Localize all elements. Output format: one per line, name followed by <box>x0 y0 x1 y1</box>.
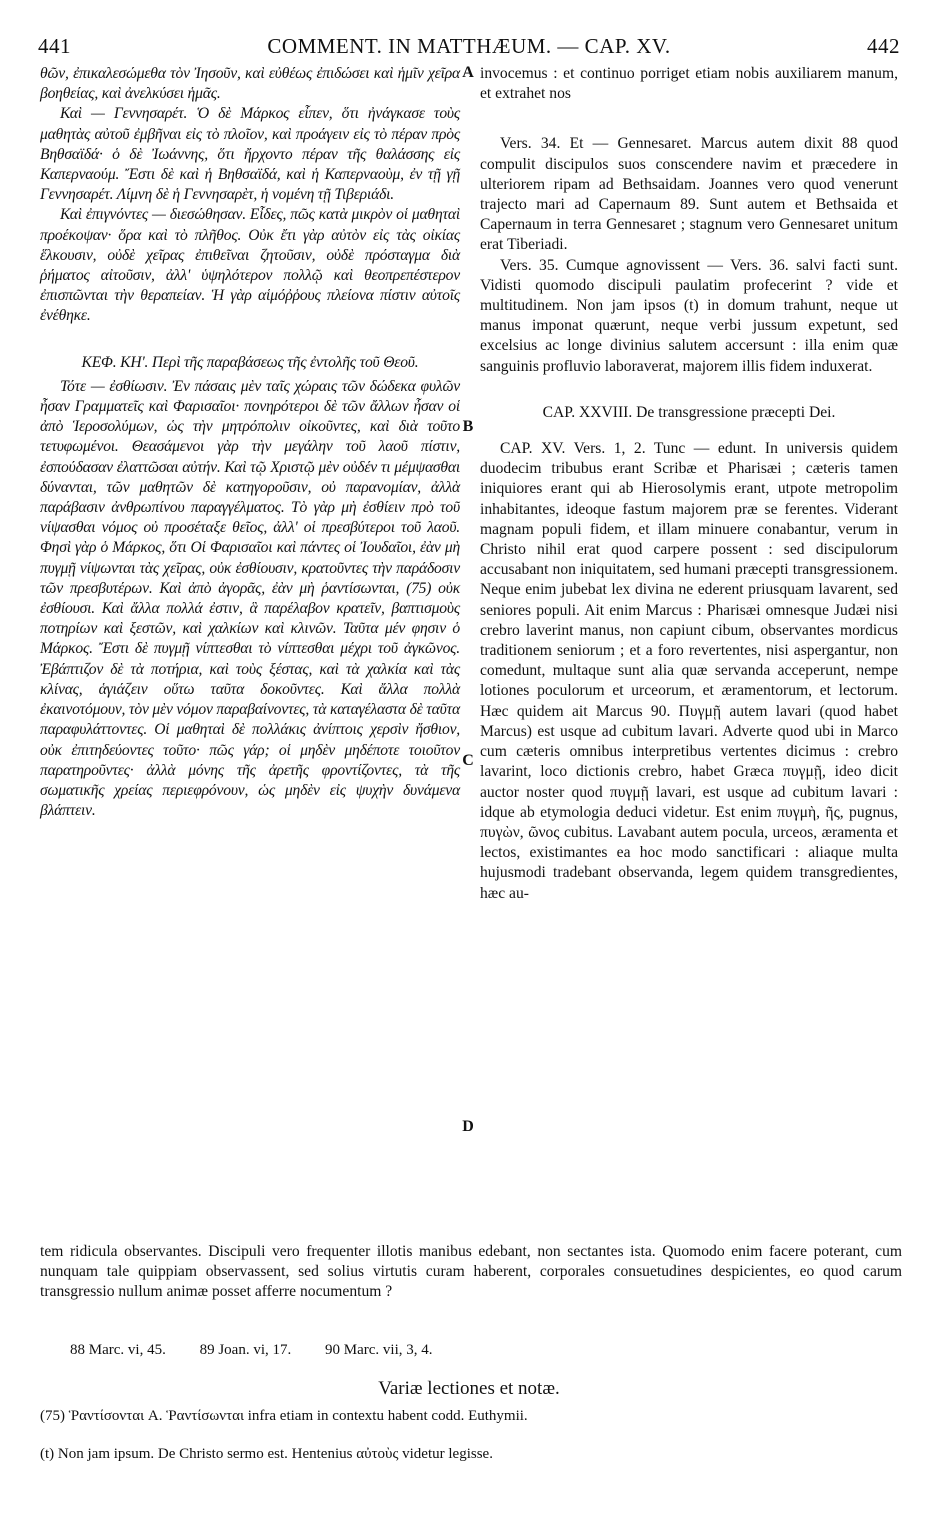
variae-lectiones-heading: Variæ lectiones et notæ. <box>378 1378 560 1399</box>
latin-column <box>480 64 898 904</box>
margin-marker-d: D <box>462 1118 474 1135</box>
latin-continuation: tem ridicula observantes. Discipuli vero frequenter illotis manibus edebant, non sectantes ista. Quomodo enim facere poterant, cum nunquam tale quippiam observassent, sed solius virtutis curam haberent, corporales consuetudines despicientes, eo quod carum transgressio nullum animæ posset afferre nocumentum ? <box>40 1243 902 1301</box>
greek-paragraph-1: θῶν, ἐπικαλεσώμεθα τὸν Ἰησοῦν, καὶ εὐθέως ἐπιδώσει καὶ ἡμῖν χεῖρα βοηθείας, καὶ ἀνελκύσει ἡμᾶς. <box>40 65 460 103</box>
running-title: COMMENT. IN MATTHÆUM. — CAP. XV. <box>267 34 671 58</box>
margin-marker-b: B <box>462 418 474 435</box>
latin-paragraph-3: Vers. 35. Cumque agnovissent — Vers. 36. salvi facti sunt. Vidisti quomodo discipuli paulatim profecerint ? vide et multitudinem. Non jam ipsos (t) in domum trahunt, neque ut manus imponat quærunt, neque verbi jussum expetunt, sed excelsius ac longe divinius salutem accersunt : illa enim quæ sanguinis profluvio laboraverat, majorem illis fidem induxerat. <box>480 256 898 375</box>
variant-note-75: (75) Ῥαντίσονται A. Ῥαντίσωνται infra etiam in contextu habent codd. Euthymii. <box>40 1408 528 1424</box>
margin-marker-a: A <box>462 64 474 81</box>
variant-note-t: (t) Non jam ipsum. De Christo sermo est. Hentenius αὐτοὺς videtur legisse. <box>40 1446 493 1462</box>
footnote-89: 89 Joan. vi, 17. <box>199 1342 292 1358</box>
page-number-left: 441 <box>38 34 71 58</box>
latin-paragraph-2: Vers. 34. Et — Gennesaret. Marcus autem dixit 88 quod compulit discipulos suos conscendere navim et præcedere in ulteriorem ripam ad Bethsaidam. Joannes vero quod venerunt trajecto mari ad Capernaum 89. Sunt autem et Bethsaida et Capernaum in terra Gennesaret ; stagnum vero Gennesaret unitum erat Tiberiadi. <box>480 135 898 254</box>
greek-column <box>40 64 460 821</box>
greek-chapter-heading: ΚΕΦ. ΚΗ'. Περὶ τῆς παραβάσεως τῆς ἐντολῆς τοῦ Θεοῦ. <box>81 353 419 371</box>
page-number-right: 442 <box>867 34 900 58</box>
latin-paragraph-1: invocemus : et continuo porriget etiam nobis auxiliarem manum, et extrahet nos <box>480 65 898 103</box>
greek-paragraph-2: Καὶ — Γεννησαρέτ. Ὁ δὲ Μάρκος εἶπεν, ὅτι ἠνάγκασε τοὺς μαθητὰς αὐτοῦ ἐμβῆναι εἰς τὸ πλοῖον, καὶ προάγειν εἰς τὸ πέραν πρὸς Βηθσαϊδά· ὁ δὲ Ἰωάννης, ὅτι ἤρχοντο πέραν τῆς θαλάσσης εἰς Καπερναούμ. Ἔστι δὲ καὶ ἡ Βηθσαϊδά, καὶ ἡ Καπερναοὺμ, ἐν τῇ γῇ Γεννησαρέτ. Λίμνη δὲ ἡ Γεννησαρὲτ, ἡ νομένη τῇ Τιβεριάδι. <box>40 105 460 204</box>
margin-marker-c: C <box>462 752 474 769</box>
footnote-90: 90 Marc. vii, 3, 4. <box>325 1342 433 1358</box>
greek-paragraph-3: Καὶ ἐπιγνόντες — διεσώθησαν. Εἶδες, πῶς κατὰ μικρὸν οἱ μαθηταὶ προέκοψαν· ὅρα καὶ τὸ πλῆθος. Οὐκ ἔτι γὰρ αὐτὸν εἰς τὰς οἰκίας ἕλκουσιν, οὐδὲ χεῖρας ἐπιθεῖναι ζητοῦσιν, οὐδὲ πρόσταγμα διὰ ῥήματος αἰτοῦσιν, ἀλλ' ὑψηλότερον πολλῷ καὶ θεοπρεπέστερον ἐπισπῶνται τὴν θεραπείαν. Ἡ γὰρ αἱμόῤῥους πλείονα πίστιν αὐτοῖς ἐνέθηκε. <box>40 206 460 325</box>
footnote-88: 88 Marc. vi, 45. <box>70 1342 166 1358</box>
latin-paragraph-4: CAP. XV. Vers. 1, 2. Tunc — edunt. In universis quidem duodecim tribubus erant Scribæ et Pharisæi ; cæteris tamen iniquiores erant qui ab Hierosolymis erant, utpote metropolim inhabitantes, ideoque fastum majorem præ se ferentes. Viderant magnam populi fidem, et illam minuere conabantur, verum in Christo nihil erat quod carpere possent : sed discipulorum accusabant non iniquitatem, sed humani præcepti transgressionem. Neque enim jubebat lex divina ne ederent priusquam lavarent, sed seniores populi. Ait enim Marcus : Pharisæi omnesque Judæi nisi crebro laverint manus, non capiunt cibum, observantes mordicus traditionem seniorum ; et a foro revertentes, nisi aspergantur, non comedunt, multaque sunt alia quæ servanda acceperunt, nempe lotiones poculorum et urceorum, et æramentorum, et lectorum. Hæc quidem ait Marcus 90. Πυγμῇ autem lavari (quod habet Marcus) est usque ad cubitum lavari. Adverte quod ubi in Marco cum cæteris omnibus interpretibus vertentes dicimus : crebro lavarint, loco dictionis crebro, habet Græca πυγμῇ, ideo dicit auctor noster quod πυγμῇ lavari, est usque ad cubitum lavari : idque ab etymologia deduci videtur. Est enim πυγμὴ, ῆς, pugnus, πυγὼν, ῶνος cubitus. Lavabant autem pocula, urceos, æramenta et lectos, existimantes ea hoc modo sanctificari : aliaque multa hujusmodi tradebant observanda, legem quidem transgredientes, hæc au- <box>480 440 898 902</box>
footnotes <box>70 1342 870 1359</box>
latin-chapter-heading: CAP. XXVIII. De transgressione præcepti Dei. <box>542 403 836 421</box>
greek-paragraph-4: Τότε — ἐσθίωσιν. Ἐν πάσαις μὲν ταῖς χώραις τῶν δώδεκα φυλῶν ἦσαν Γραμματεῖς καὶ Φαρισαῖοι· πονηρότεροι δὲ τῶν ἄλλων ἦσαν οἱ ἀπὸ Ἱεροσολύμων, ὡς τὴν μητρόπολιν οἰκοῦντες, καὶ διὰ τοῦτο τετυφωμένοι. Θεασάμενοι γὰρ τὴν μεγάλην τοῦ λαοῦ πίστιν, ἐσπούδασαν ἐλαττῶσαι αὐτήν. Καὶ τῷ Χριστῷ μὲν οὐδέν τι μέμψασθαι δύνανται, τῶν μαθητῶν δὲ κατηγοροῦσιν, οὐ παρανομίαν, ἀλλὰ παράβασιν ἀνθρωπίνου παραγγέλματος. Τὸ γὰρ μὴ ἐσθίειν πρὸ τοῦ νίψασθαι νόμος οὐ προσέταξε θεῖος, ἀλλ' οἱ πρεσβύτεροι τοῦ λαοῦ. Φησὶ γὰρ ὁ Μάρκος, ὅτι Οἱ Φαρισαῖοι καὶ πάντες οἱ Ἰουδαῖοι, ἐὰν μὴ πυγμῇ νίψωνται τὰς χεῖρας, οὐκ ἐσθίουσιν, κρατοῦντες τὴν παράδοσιν τῶν πρεσβυτέρων. Καὶ ἀπὸ ἀγορᾶς, ἐὰν μὴ ῥαντίσωνται, (75) οὐκ ἐσθίουσι. Καὶ ἄλλα πολλά ἐστιν, ἃ παρέλαβον κρατεῖν, βαπτισμοὺς ποτηρίων καὶ ξεστῶν, καὶ χαλκίων καὶ κλινῶν. Ταῦτα μέν φησιν ὁ Μάρκος. Ἔστι δὲ πυγμῇ νίπτεσθαι τὸ νίπτεσθαι μέχρι τοῦ ἀγκῶνος. Ἐβάπτιζον δὲ τὰ ποτήρια, καὶ τοὺς ξέστας, καὶ τὰ χαλκία καὶ τὰς κλίνας, ἁγιάζειν οὕτω ταῦτα δοκοῦντες. Καὶ ἄλλα πολλὰ ἐκαινοτόμουν, τὸν μὲν νόμον παραβαίνοντες, τὰ καταγέλαστα δὲ ταῦτα παραφυλάττοντες. Οἱ μαθηταὶ δὲ πολλάκις ἀνίπτοις χερσὶν ἤσθιον, οὐκ ἐπιτηδεύοντες τοῦτο· πῶς γάρ; οἱ μηδὲν μηδέποτε τοιοῦτον παρατηροῦντες· ἀλλὰ μόνης τῆς ἀρετῆς φροντίζοντες, τὰ τῆς σωματικῆς χρείας περιεφρόνουν, ὡς μηδὲν εἰς ψυχὴν δυνάμενα βλάπτειν. <box>40 377 460 820</box>
running-header <box>38 34 900 60</box>
